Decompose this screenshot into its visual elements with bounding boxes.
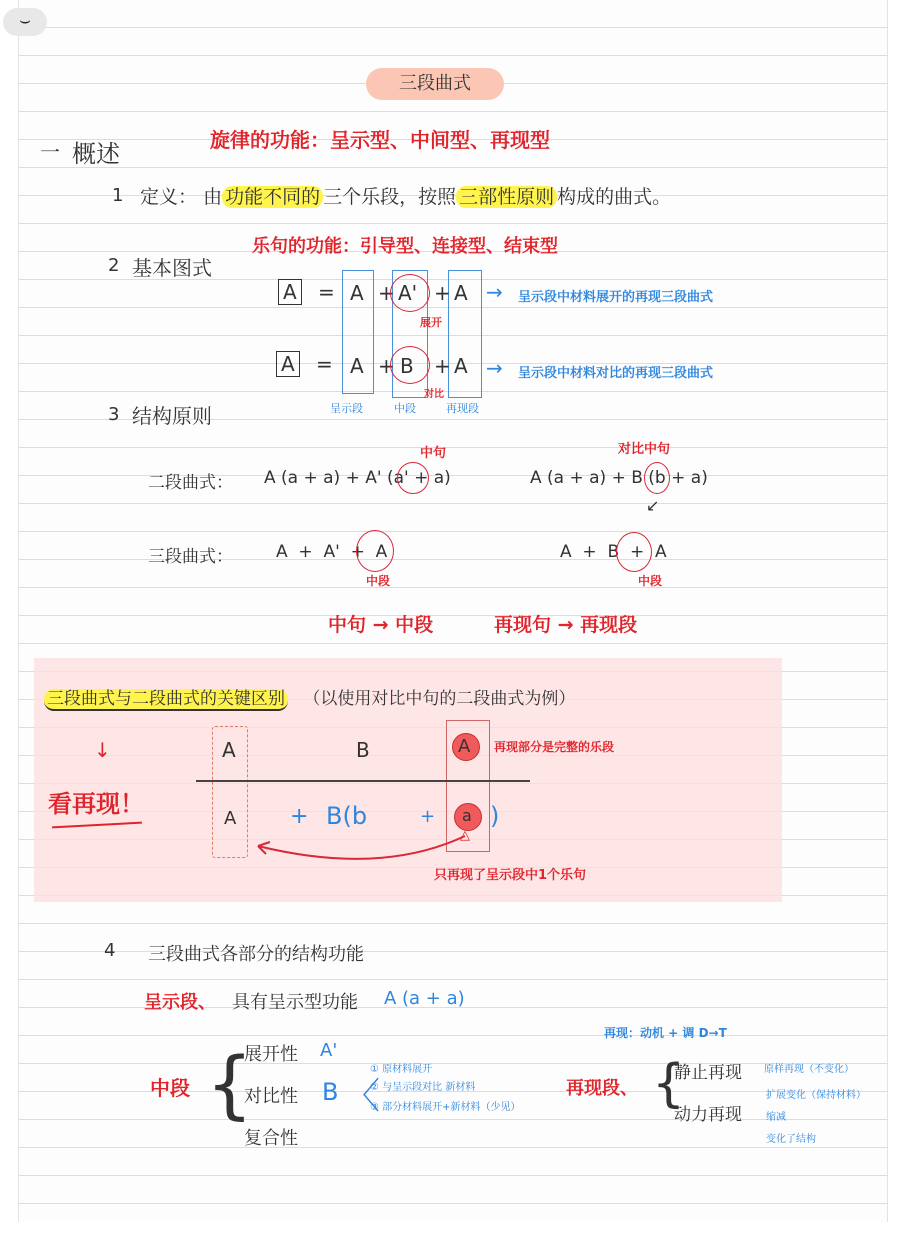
section-number: 一	[40, 140, 60, 164]
arrow-right-icon: →	[486, 356, 503, 380]
item-heading: 基本图式	[132, 256, 212, 280]
mark-circle	[397, 462, 429, 494]
bracket-icon: 〈	[344, 1076, 381, 1117]
see-reprise-note: 看再现！	[48, 790, 144, 818]
definition-label: 定义：	[140, 186, 198, 208]
structure-formula: A (a + a) + B (b + a)	[530, 468, 708, 488]
bottom-row-a: A	[224, 808, 237, 829]
bottom-row-a-small: a	[462, 806, 472, 825]
item-number: 2	[108, 255, 120, 276]
mark-circle	[644, 462, 670, 494]
mark-circle	[616, 532, 652, 572]
formula-end: A	[454, 281, 468, 305]
expand-label: 展开	[420, 316, 442, 329]
formula-whole: A	[278, 279, 302, 305]
divider-line	[196, 780, 530, 782]
formula-mid: B	[400, 354, 414, 378]
mid-section-note: 中段	[638, 574, 663, 588]
formula-plus: +	[378, 281, 395, 305]
formula-whole: A	[276, 351, 300, 377]
middle-label: 中段	[150, 1076, 190, 1100]
reprise-note: 扩展变化（保持材料）	[766, 1090, 866, 1101]
structure-formula: A + B + A	[560, 542, 667, 562]
mark-circle	[356, 530, 394, 572]
top-row-b: B	[356, 738, 370, 762]
arrow-down-icon: ↙	[646, 496, 660, 515]
reprise-note: 变化了结构	[766, 1134, 816, 1145]
top-row-note: 再现部分是完整的乐段	[494, 740, 615, 754]
formula-equals: =	[318, 280, 335, 304]
formula-end: A	[454, 354, 468, 378]
structure-label: 二段曲式：	[148, 473, 233, 493]
middle-mark: B	[322, 1078, 339, 1106]
formula-plus: +	[378, 354, 395, 378]
column-label: 中段	[394, 402, 416, 415]
bottom-row-close: )	[490, 802, 500, 830]
formula-mid: A'	[398, 281, 418, 305]
definition-part: 构成的曲式。	[557, 186, 672, 208]
exposition-formula: A (a + a)	[384, 988, 465, 1009]
bottom-row-plus: +	[420, 806, 436, 827]
item-number: 4	[104, 940, 116, 961]
formula-plus: +	[434, 354, 451, 378]
mid-section-note: 中段	[366, 574, 391, 588]
bottom-row-b: B(b	[326, 802, 368, 830]
definition-part: 三个乐段，按照	[323, 186, 457, 208]
reprise-item: 静止再现	[674, 1063, 742, 1083]
reprise-item: 动力再现	[674, 1105, 742, 1125]
phrase-function-note: 乐句的功能：引导型、连接型、结束型	[252, 236, 558, 257]
reprise-header: 再现：动机 + 调 D→T	[604, 1026, 727, 1040]
middle-item: 对比性	[244, 1086, 298, 1107]
formula-a: A	[350, 281, 364, 305]
structure-label: 三段曲式：	[148, 547, 233, 567]
structure-formula: A + A' + A	[276, 542, 388, 562]
formula-note: 呈示段中材料对比的再现三段曲式	[518, 366, 714, 381]
formula-a: A	[350, 354, 364, 378]
middle-note: ① 原材料展开	[370, 1064, 433, 1075]
brace-icon: {	[206, 1042, 254, 1128]
triangle-mark-icon: △	[460, 828, 470, 843]
item-number: 1	[112, 185, 124, 206]
formula-row	[278, 280, 335, 304]
brace-icon: {	[652, 1054, 686, 1114]
arrow-right-icon: →	[486, 280, 503, 304]
middle-item: 展开性	[244, 1044, 298, 1065]
contrast-phrase-note: 对比中句	[618, 442, 671, 457]
item-heading: 结构原则	[132, 404, 212, 428]
item-heading: 三段曲式各部分的结构功能	[148, 944, 364, 965]
section-heading: 概述	[72, 140, 120, 168]
bottom-row-plus: +	[290, 804, 309, 829]
top-row-a: A	[222, 738, 236, 762]
page-title: 三段曲式	[366, 68, 504, 100]
comparison-paren: （以使用对比中句的二段曲式为例）	[303, 689, 576, 709]
middle-note: ③ 部分材料展开+新材料（少见）	[370, 1102, 521, 1113]
bottom-row-note: 只再现了呈示段中1个乐句	[434, 868, 587, 883]
top-row-a-end: A	[458, 736, 471, 757]
column-label: 呈示段	[330, 402, 363, 415]
result-note: 再现句 → 再现段	[494, 614, 638, 636]
formula-equals: =	[316, 352, 333, 376]
middle-note: ② 与呈示段对比 新材料	[370, 1082, 476, 1093]
highlight-text: 功能不同的	[222, 186, 323, 208]
middle-mark: A'	[320, 1040, 338, 1061]
formula-plus: +	[434, 281, 451, 305]
reprise-label: 再现段、	[566, 1078, 638, 1099]
highlight-text: 三部性原则	[456, 186, 557, 208]
mid-phrase-note: 中句	[420, 446, 447, 461]
melody-function-note: 旋律的功能：呈示型、中间型、再现型	[210, 128, 550, 152]
arrow-down-icon: ↓	[94, 738, 111, 762]
highlight-text: 三段曲式与二段曲式的关键区别	[44, 689, 288, 711]
structure-formula: A (a + a) + A' (a' + a)	[264, 468, 451, 488]
reprise-note: 原样再现（不变化）	[764, 1064, 854, 1075]
definition-part: 由	[203, 186, 223, 208]
collapse-chevron-icon[interactable]: ⌣	[3, 8, 47, 36]
exposition-desc: 具有呈示型功能	[232, 992, 358, 1013]
exposition-label: 呈示段、	[144, 992, 216, 1013]
contrast-label: 对比	[424, 389, 444, 400]
middle-item: 复合性	[244, 1128, 298, 1149]
result-note: 中句 → 中段	[328, 614, 434, 636]
column-label: 再现段	[446, 402, 479, 415]
formula-row	[276, 352, 333, 376]
reprise-note: 缩减	[766, 1112, 786, 1123]
formula-note: 呈示段中材料展开的再现三段曲式	[518, 290, 714, 305]
item-number: 3	[108, 404, 120, 425]
definition-text	[140, 182, 671, 209]
comparison-title	[44, 684, 575, 709]
